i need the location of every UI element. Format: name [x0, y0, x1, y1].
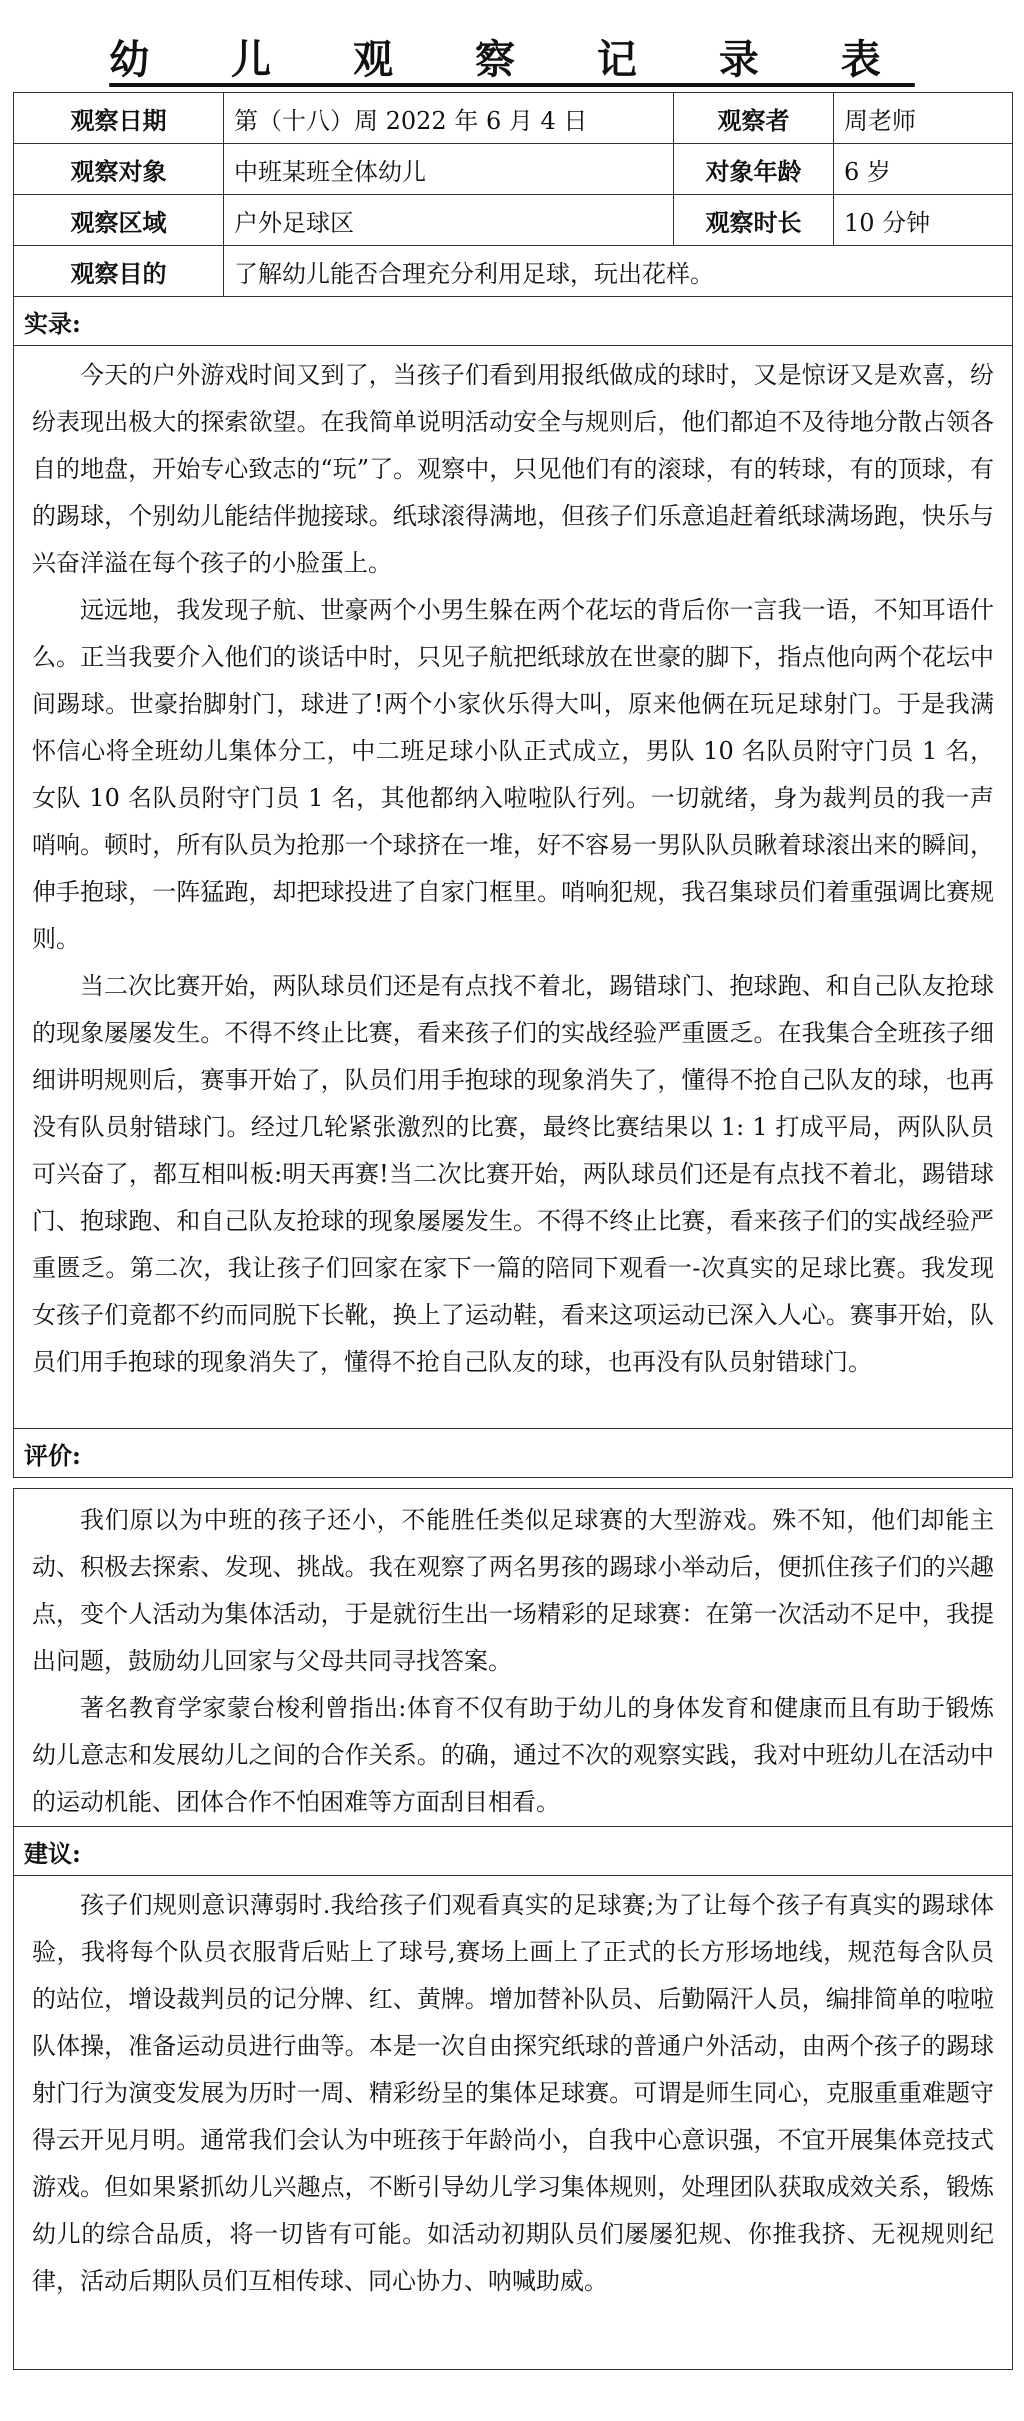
page-title: 幼 儿 观 察 记 录 表 [109, 36, 915, 83]
meta-row-date [14, 93, 1012, 144]
record-paragraph: 今天的户外游戏时间又到了，当孩子们看到用报纸做成的球时，又是惊讶又是欢喜，纷纷表现出极大的探索欲望。在我简单说明活动安全与规则后，他们都迫不及待地分散占领各自的地盘，开始专心致志的“玩”了。观察中，只见他们有的滚球，有的转球，有的顶球，有的踢球，个别幼儿能结伴抛接球。纸球滚得满地，但孩子们乐意追赶着纸球满场跑，快乐与兴奋洋溢在每个孩子的小脸蛋上。 [32, 361, 994, 577]
age-label: 对象年龄 [674, 144, 834, 194]
meta-row-subject [14, 144, 1012, 195]
date-label: 观察日期 [14, 93, 224, 143]
date-value: 第（十八）周 2022 年 6 月 4 日 [224, 93, 674, 143]
meta-row-goal [14, 246, 1012, 297]
record-body [14, 346, 1012, 1386]
goal-label: 观察目的 [14, 246, 224, 296]
area-value: 户外足球区 [224, 195, 674, 245]
evaluation-heading: 评价: [14, 1428, 1012, 1477]
evaluation-paragraph: 著名教育学家蒙台梭利曾指出:体育不仅有助于幼儿的身体发育和健康而且有助于锻炼幼儿意志和发展幼儿之间的合作关系。的确，通过不次的观察实践，我对中班幼儿在活动中的运动机能、团体合作不怕困难等方面刮目相看。 [32, 1694, 994, 1816]
record-heading: 实录: [14, 297, 1012, 346]
suggestion-heading: 建议: [14, 1826, 1012, 1876]
suggestion-body [14, 1876, 1012, 2305]
suggestion-paragraph: 孩子们规则意识薄弱时.我给孩子们观看真实的足球赛;为了让每个孩子有真实的踢球体验，我将每个队员衣服背后贴上了球号,赛场上画上了正式的长方形场地线，规范每含队员的站位，增设裁判员的记分牌、红、黄牌。增加替补队员、后勤隔汗人员，编排简单的啦啦队体操，准备运动员进行曲等。本是一次自由探究纸球的普通户外活动，由两个孩子的踢球射门行为演变发展为历时一周、精彩纷呈的集体足球赛。可谓是师生同心，克服重重难题守得云开见月明。通常我们会认为中班孩于年龄尚小，自我中心意识强，不宜开展集体竞技式游戏。但如果紧抓幼儿兴趣点，不断引导幼儿学习集体规则，处理团队获取成效关系，锻炼幼儿的综合品质，将一切皆有可能。如活动初期队员们屡屡犯规、你推我挤、无视规则纪律，活动后期队员们互相传球、同心协力、呐喊助威。 [32, 1891, 994, 2295]
duration-value: 10 分钟 [844, 208, 931, 237]
record-paragraph: 当二次比赛开始，两队球员们还是有点找不着北，踢错球门、抱球跑、和自己队友抢球的现象屡屡发生。不得不终止比赛，看来孩子们的实战经验严重匮乏。在我集合全班孩子细细讲明规则后，赛事开始了，队员们用手抱球的现象消失了，懂得不抢自己队友的球，也再没有队员射错球门。经过几轮紧张激烈的比赛，最终比赛结果以 1: 1 打成平局，两队队员可兴奋了，都互相叫板:明天再赛!当二次比赛开始，两队球员们还是有点找不着北，踢错球门、抱球跑、和自己队友抢球的现象屡屡发生。不得不终止比赛，看来孩子们的实战经验严重匮乏。第二次，我让孩子们回家在家下一篇的陪同下观看一-次真实的足球比赛。我发现女孩子们竟都不约而同脱下长靴，换上了运动鞋，看来这项运动已深入人心。赛事开始，队员们用手抱球的现象消失了，懂得不抢自己队友的球，也再没有队员射错球门。 [32, 972, 994, 1376]
duration-label: 观察时长 [674, 195, 834, 245]
age-value: 6 岁 [844, 157, 891, 186]
observer-value: 周老师 [844, 106, 916, 135]
area-label: 观察区域 [14, 195, 224, 245]
observation-form-page-2 [13, 1488, 1013, 2370]
subject-value: 中班某班全体幼儿 [224, 144, 674, 194]
subject-label: 观察对象 [14, 144, 224, 194]
observation-form-page-1 [13, 92, 1013, 1478]
goal-value: 了解幼儿能否合理充分利用足球，玩出花样。 [234, 259, 714, 288]
observer-label: 观察者 [674, 93, 834, 143]
record-paragraph: 远远地，我发现子航、世豪两个小男生躲在两个花坛的背后你一言我一语，不知耳语什么。正当我要介入他们的谈话中时，只见子航把纸球放在世豪的脚下，指点他向两个花坛中间踢球。世豪抬脚射门，球进了!两个小家伙乐得大叫，原来他俩在玩足球射门。于是我满怀信心将全班幼儿集体分工，中二班足球小队正式成立，男队 10 名队员附守门员 1 名，女队 10 名队员附守门员 1 名，其他都纳入啦啦队行列。一切就绪，身为裁判员的我一声哨响。顿时，所有队员为抢那一个球挤在一堆，好不容易一男队队员瞅着球滚出来的瞬间，伸手抱球，一阵猛跑，却把球投进了自家门框里。哨响犯规，我召集球员们着重强调比赛规则。 [32, 596, 994, 953]
evaluation-body [14, 1489, 1012, 1826]
evaluation-paragraph: 我们原以为中班的孩子还小，不能胜任类似足球赛的大型游戏。殊不知，他们却能主动、积极去探索、发现、挑战。我在观察了两名男孩的踢球小举动后，便抓住孩子们的兴趣点，变个人活动为集体活动，于是就衍生出一场精彩的足球赛：在第一次活动不足中，我提出问题，鼓励幼儿回家与父母共同寻找答案。 [32, 1506, 994, 1675]
meta-row-area [14, 195, 1012, 246]
